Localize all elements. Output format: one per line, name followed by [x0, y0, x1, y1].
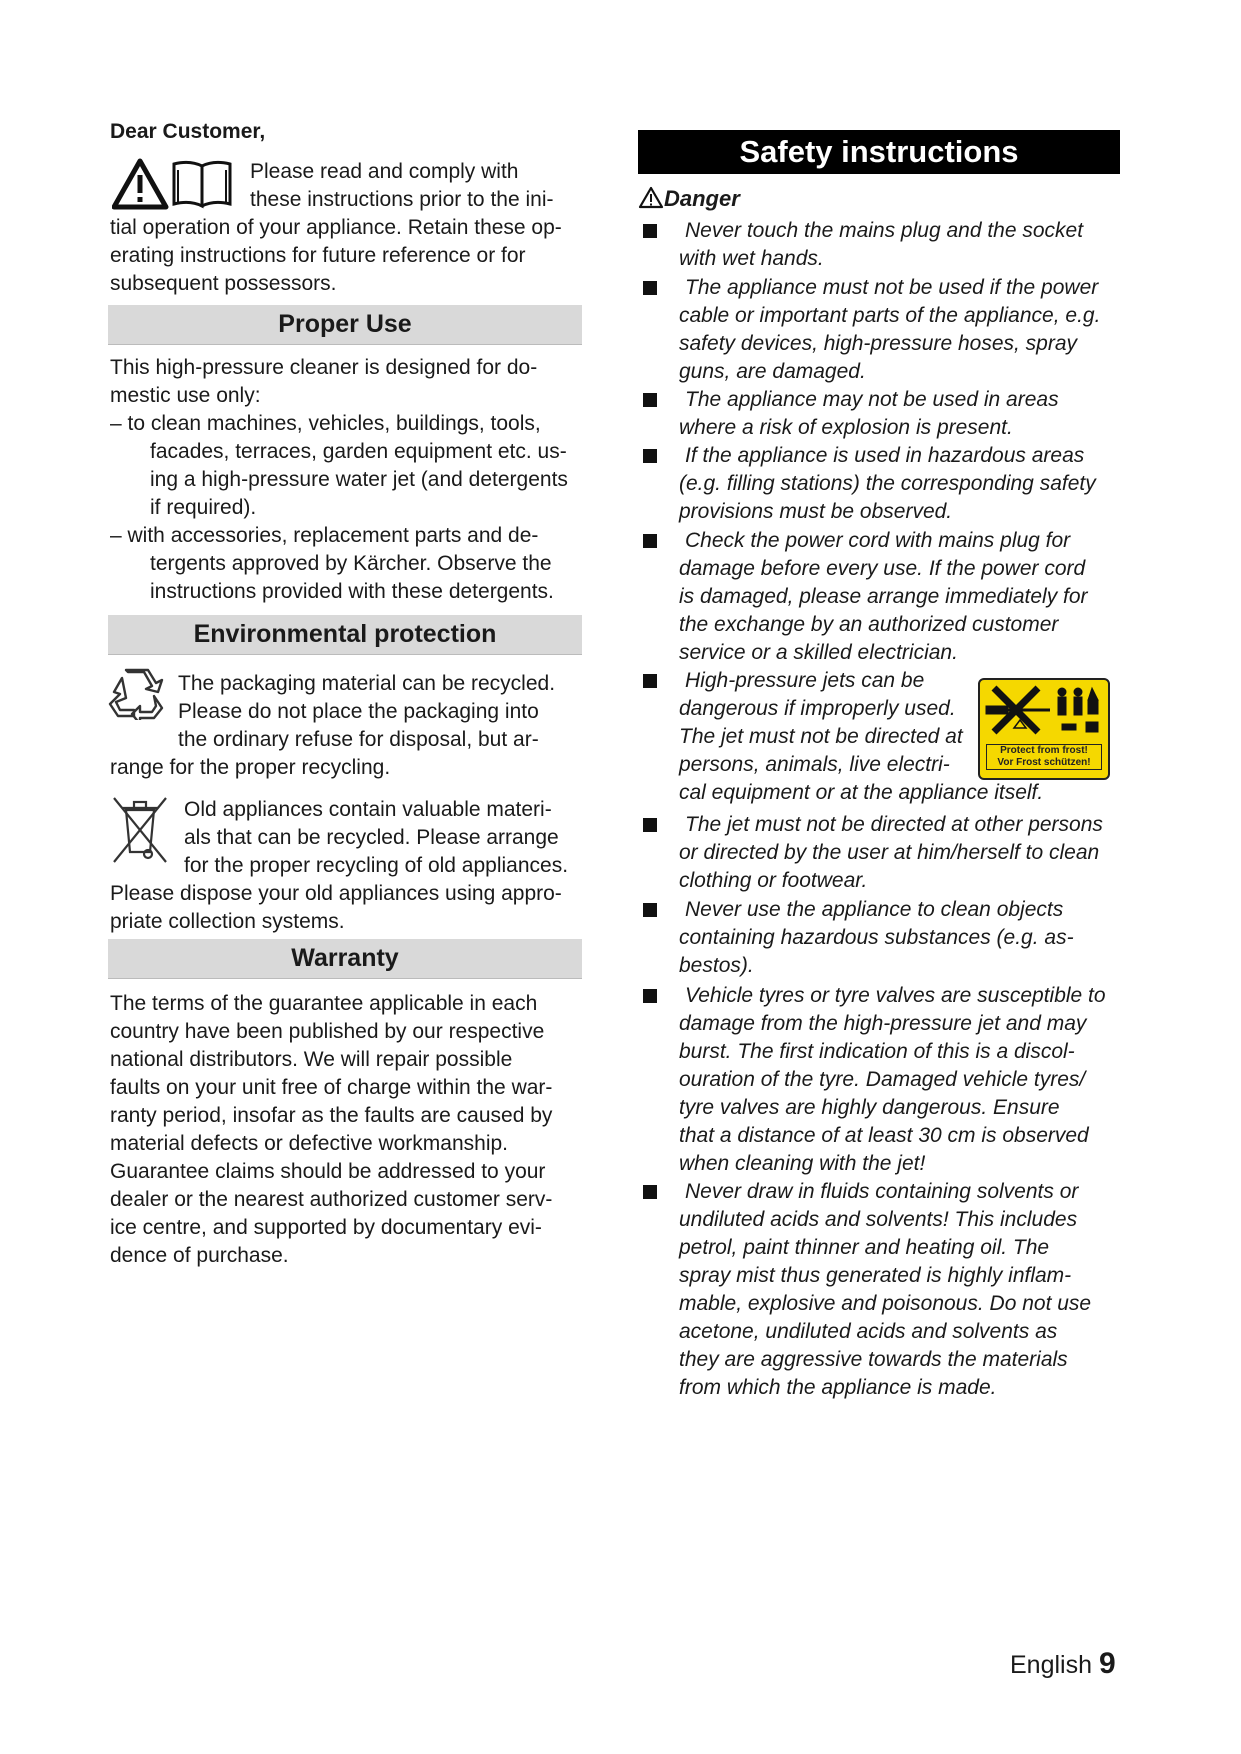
text-line: ranty period, insofar as the faults are caused by [110, 1104, 553, 1127]
item-line: Never use the appliance to clean objects [685, 898, 1064, 921]
text-line: This high-pressure cleaner is designed for do- [110, 356, 538, 379]
text-line: range for the proper recycling. [110, 756, 391, 779]
danger-label [638, 186, 740, 212]
proper-use-heading: Proper Use [108, 305, 582, 345]
item-line: that a distance of at least 30 cm is observed [679, 1124, 1089, 1147]
list-item: – with accessories, replacement parts and de- [110, 524, 539, 547]
item-line: provisions must be observed. [679, 500, 953, 523]
intro-text [250, 158, 586, 214]
item-line: spray mist thus generated is highly inflam- [679, 1264, 1072, 1287]
safety-item [638, 1178, 1120, 1402]
item-line: they are aggressive towards the materials [679, 1348, 1068, 1371]
item-line: petrol, paint thinner and heating oil. The [679, 1236, 1050, 1259]
item-line: with wet hands. [679, 247, 824, 270]
bullet-icon [643, 224, 657, 238]
warning-book-icon [112, 158, 234, 210]
recycle-icon [108, 668, 164, 720]
danger-text: Danger [664, 186, 740, 211]
safety-item [638, 811, 1120, 895]
warning-icon [638, 186, 664, 209]
safety-heading: Safety instructions [638, 130, 1120, 174]
item-line: cable or important parts of the appliance, e.g. [679, 304, 1101, 327]
item-line: is damaged, please arrange immediately for [679, 585, 1088, 608]
safety-item [638, 896, 1120, 980]
text-line: Old appliances contain valuable materi- [184, 798, 552, 821]
environmental-heading: Environmental protection [108, 615, 582, 655]
item-line: The appliance must not be used if the power [685, 276, 1099, 299]
bullet-icon [643, 903, 657, 917]
item-line: Never touch the mains plug and the socket [685, 219, 1084, 242]
item-line: cal equipment or at the appliance itself. [679, 781, 1044, 804]
text-line: faults on your unit free of charge within the war- [110, 1076, 553, 1099]
text-line: ing a high-pressure water jet (and detergents [150, 468, 568, 491]
safety-item [638, 217, 1120, 273]
text-line: instructions provided with these detergents. [150, 580, 554, 603]
sticker-text: Protect from frost! [1000, 745, 1088, 756]
text-line: for the proper recycling of old appliances. [184, 854, 569, 877]
text-line: dealer or the nearest authorized customer serv- [110, 1188, 553, 1211]
item-line: mable, explosive and poisonous. Do not use [679, 1292, 1092, 1315]
page-number: 9 [1098, 1647, 1116, 1680]
text-line: The packaging material can be recycled. [178, 672, 556, 695]
bullet-icon [643, 449, 657, 463]
warranty-text [110, 990, 586, 1270]
item-line: where a risk of explosion is present. [679, 416, 1013, 439]
recycle-text-rest [110, 754, 586, 782]
intro-text-rest [110, 214, 586, 298]
bullet-icon [643, 393, 657, 407]
item-line: containing hazardous substances (e.g. as- [679, 926, 1074, 949]
item-line: undiluted acids and solvents! This includes [679, 1208, 1078, 1231]
item-line: tyre valves are highly dangerous. Ensure [679, 1096, 1060, 1119]
item-line: (e.g. filling stations) the corresponding safety [679, 472, 1096, 495]
bullet-icon [643, 281, 657, 295]
safety-item [638, 982, 1120, 1178]
item-line: burst. The first indication of this is a discol- [679, 1040, 1075, 1063]
item-line: the exchange by an authorized customer [679, 613, 1059, 636]
item-line: bestos). [679, 954, 754, 977]
item-line: acetone, undiluted acids and solvents as [679, 1320, 1058, 1343]
intro-line: tial operation of your appliance. Retain these op- [110, 216, 562, 239]
item-line: service or a skilled electrician. [679, 641, 958, 664]
intro-line: these instructions prior to the ini- [250, 188, 554, 211]
text-line: national distributors. We will repair possible [110, 1048, 513, 1071]
jet-warning-icon [980, 680, 1108, 744]
item-line: Check the power cord with mains plug for [685, 529, 1071, 552]
frost-warning-sticker [978, 678, 1110, 780]
intro-line: subsequent possessors. [110, 272, 337, 295]
item-line: High-pressure jets can be [685, 669, 925, 692]
intro-line: Please read and comply with [250, 160, 519, 183]
warranty-heading: Warranty [108, 939, 582, 979]
text-line: tergents approved by Kärcher. Observe the [150, 552, 552, 575]
item-line: persons, animals, live electri- [679, 753, 950, 776]
item-line: or directed by the user at him/herself to clean [679, 841, 1100, 864]
text-line: facades, terraces, garden equipment etc. us- [150, 440, 567, 463]
bullet-icon [643, 1185, 657, 1199]
item-line: Never draw in fluids containing solvents or [685, 1180, 1079, 1203]
frost-warning-label [986, 744, 1102, 770]
safety-item [638, 274, 1120, 386]
item-line: Vehicle tyres or tyre valves are susceptible to [685, 984, 1106, 1007]
item-line: from which the appliance is made. [679, 1376, 997, 1399]
footer-language: English [1010, 1651, 1092, 1679]
safety-item [638, 386, 1120, 442]
text-line: The terms of the guarantee applicable in each [110, 992, 538, 1015]
bullet-icon [643, 534, 657, 548]
item-line: The jet must not be directed at [679, 725, 963, 748]
text-line: Please dispose your old appliances using appro- [110, 882, 562, 905]
weee-text [184, 796, 588, 880]
text-line: priate collection systems. [110, 910, 345, 933]
item-line: If the appliance is used in hazardous areas [685, 444, 1085, 467]
text-line: als that can be recycled. Please arrange [184, 826, 559, 849]
item-line: dangerous if improperly used. [679, 697, 956, 720]
greeting: Dear Customer, [110, 120, 266, 143]
text-line: material defects or defective workmanship. [110, 1132, 509, 1155]
item-line: guns, are damaged. [679, 360, 866, 383]
sticker-text: Vor Frost schützen! [997, 757, 1091, 768]
page-footer [1010, 1647, 1116, 1681]
text-line: the ordinary refuse for disposal, but ar- [178, 728, 539, 751]
text-line: if required). [150, 496, 257, 519]
item-line: damage before every use. If the power cord [679, 557, 1086, 580]
intro-line: erating instructions for future reference or for [110, 244, 526, 267]
text-line: mestic use only: [110, 384, 261, 407]
bullet-icon [643, 989, 657, 1003]
safety-item [638, 527, 1120, 667]
text-line: dence of purchase. [110, 1244, 289, 1267]
proper-use-text [110, 354, 586, 606]
text-line: country have been published by our respective [110, 1020, 545, 1043]
item-line: clothing or footwear. [679, 869, 868, 892]
item-line: ouration of the tyre. Damaged vehicle tyres/ [679, 1068, 1086, 1091]
bullet-icon [643, 818, 657, 832]
recycle-text [178, 670, 588, 754]
text-line: Please do not place the packaging into [178, 700, 539, 723]
item-line: when cleaning with the jet! [679, 1152, 926, 1175]
text-line: Guarantee claims should be addressed to your [110, 1160, 546, 1183]
item-line: The jet must not be directed at other persons [685, 813, 1103, 836]
bullet-icon [643, 674, 657, 688]
safety-item [638, 442, 1120, 526]
item-line: safety devices, high-pressure hoses, spray [679, 332, 1078, 355]
weee-text-rest [110, 880, 586, 936]
list-item: – to clean machines, vehicles, buildings, tools, [110, 412, 541, 435]
item-line: damage from the high-pressure jet and may [679, 1012, 1087, 1035]
item-line: The appliance may not be used in areas [685, 388, 1059, 411]
crossed-bin-icon [112, 796, 168, 864]
text-line: ice centre, and supported by documentary evi- [110, 1216, 542, 1239]
